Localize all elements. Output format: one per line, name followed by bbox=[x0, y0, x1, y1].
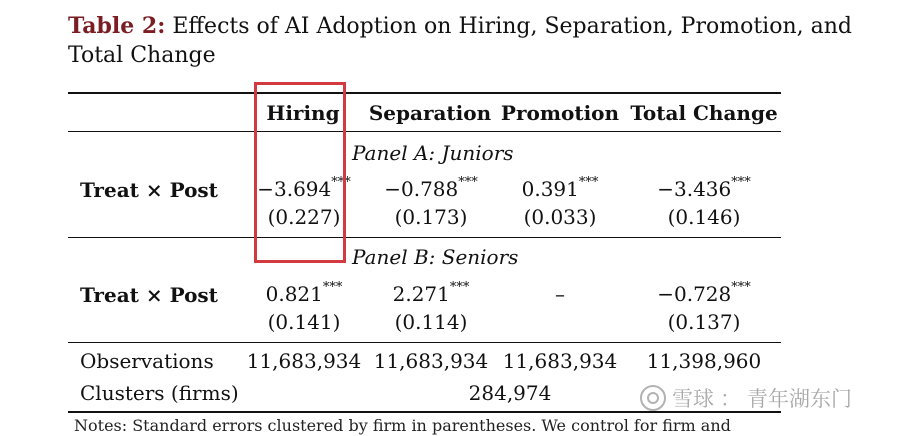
caption-label: Table 2: bbox=[68, 13, 166, 39]
watermark-brand: 雪球 bbox=[672, 387, 714, 411]
panel-a-coef-promotion: 0.391*** bbox=[521, 175, 599, 201]
panel-b-coef-total-change: −0.728*** bbox=[657, 280, 751, 306]
clusters-value: 284,974 bbox=[468, 381, 552, 405]
snowball-logo-icon bbox=[640, 385, 666, 411]
panel-a-row-label: Treat × Post bbox=[80, 178, 218, 202]
panel-b-se-hiring: (0.141) bbox=[267, 310, 341, 334]
panel-b-row-label: Treat × Post bbox=[80, 283, 218, 307]
footer-rule bbox=[68, 342, 781, 343]
clusters-label: Clusters (firms) bbox=[80, 381, 239, 405]
panel-b-coef-separation: 2.271*** bbox=[392, 280, 470, 306]
panel-b-se-total-change: (0.137) bbox=[667, 310, 741, 334]
column-header-hiring: Hiring bbox=[266, 101, 340, 125]
watermark-author: 青年湖东门 bbox=[747, 387, 852, 411]
top-rule bbox=[68, 92, 781, 94]
panel-a-coef-hiring: −3.694*** bbox=[257, 175, 351, 201]
panel-a-se-separation: (0.173) bbox=[394, 205, 468, 229]
column-header-separation: Separation bbox=[368, 101, 492, 125]
watermark-separator: ： bbox=[720, 387, 741, 411]
panel-a-coef-total-change: −3.436*** bbox=[657, 175, 751, 201]
panel-rule bbox=[68, 237, 781, 238]
panel-b-coef-promotion: – bbox=[555, 282, 565, 306]
panel-b-se-separation: (0.114) bbox=[394, 310, 468, 334]
panel-a-se-promotion: (0.033) bbox=[523, 205, 597, 229]
observations-separation: 11,683,934 bbox=[373, 349, 489, 373]
watermark bbox=[640, 382, 880, 414]
observations-promotion: 11,683,934 bbox=[502, 349, 618, 373]
hiring-highlight-box bbox=[254, 82, 346, 263]
panel-b-coef-hiring: 0.821*** bbox=[265, 280, 343, 306]
caption-text: Effects of AI Adoption on Hiring, Separation, Promotion, and Total Change bbox=[68, 14, 852, 68]
column-header-promotion: Promotion bbox=[500, 101, 620, 125]
header-rule bbox=[68, 131, 781, 132]
panel-a-title: Panel A: Juniors bbox=[352, 141, 514, 165]
column-header-total-change: Total Change bbox=[630, 101, 778, 125]
observations-label: Observations bbox=[80, 349, 214, 373]
panel-a-se-total-change: (0.146) bbox=[667, 205, 741, 229]
observations-total-change: 11,398,960 bbox=[646, 349, 762, 373]
panel-b-title: Panel B: Seniors bbox=[352, 245, 519, 269]
panel-a-se-hiring: (0.227) bbox=[267, 205, 341, 229]
observations-hiring: 11,683,934 bbox=[246, 349, 362, 373]
table-note: Notes: Standard errors clustered by firm in parentheses. We control for firm and bbox=[74, 416, 731, 435]
table-caption bbox=[68, 12, 868, 70]
panel-a-coef-separation: −0.788*** bbox=[384, 175, 478, 201]
